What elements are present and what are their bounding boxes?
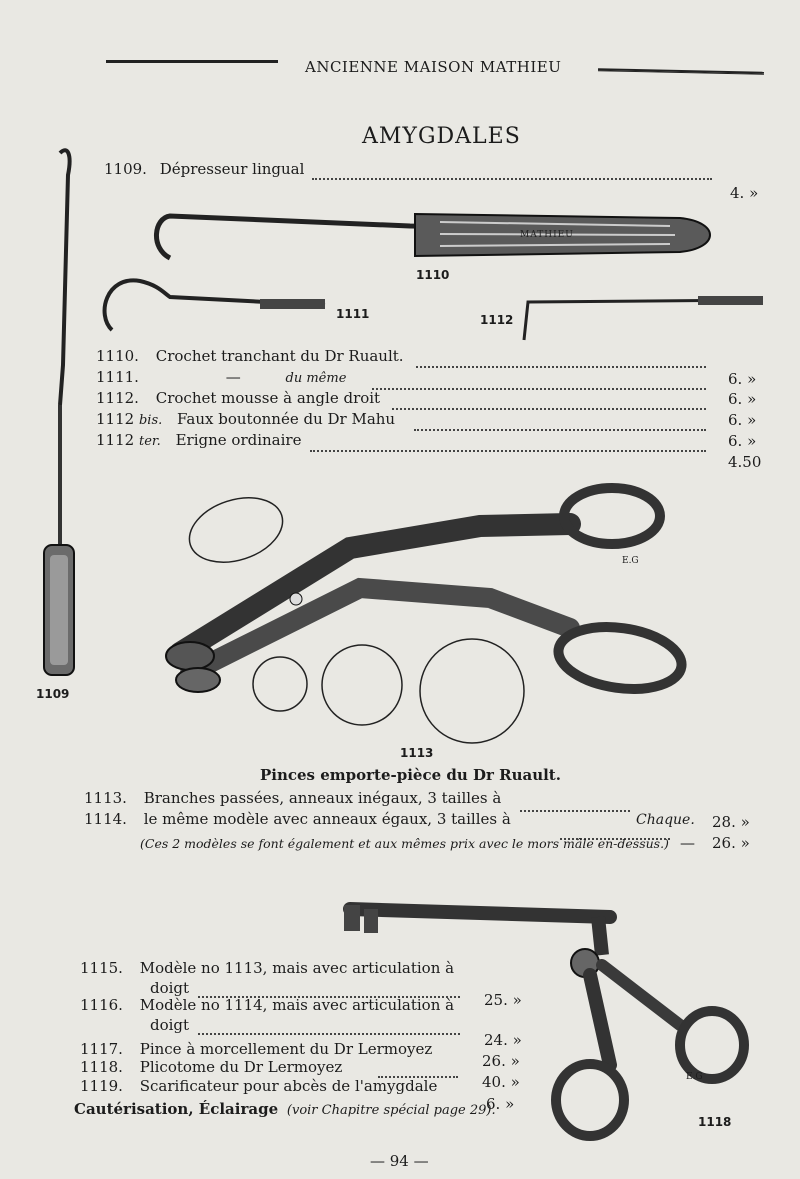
price-1112-ter: 4.50 [728, 453, 762, 471]
price-1113: 28. » [712, 813, 750, 831]
item-label: Erigne ordinaire [175, 431, 302, 449]
item-1112 [96, 389, 380, 407]
leader-dots [312, 178, 712, 180]
cauterisation-line [74, 1100, 496, 1118]
item-1110 [96, 347, 404, 365]
item-label: Crochet mousse à angle droit [155, 389, 381, 407]
price-1114: 26. » [712, 834, 750, 852]
item-number: 1112 [96, 410, 135, 428]
item-label: — [225, 368, 241, 386]
hook-1111-illustration [100, 275, 330, 335]
price-1119: 6. » [486, 1095, 515, 1113]
hook-1112-illustration [518, 292, 768, 342]
brand-engraving: MATHIEU [520, 230, 574, 240]
item-1112-bis [96, 410, 395, 428]
leader-dots [310, 450, 706, 452]
punch-forceps-1113-illustration [150, 478, 710, 748]
section-title: AMYGDALES [362, 124, 521, 149]
leader-dots [392, 408, 706, 410]
item-number: 1115. [80, 959, 123, 977]
item-1116-line2: doigt [150, 1016, 190, 1034]
price-1109: 4. » [730, 184, 759, 202]
item-number: 1114. [84, 810, 127, 828]
pinces-heading: Pinces emporte-pièce du Dr Ruault. [260, 766, 561, 784]
cauterisation-label: Cautérisation, Éclairage [74, 1100, 279, 1118]
item-1118 [80, 1058, 342, 1076]
engraver-mark: E.G [622, 556, 639, 566]
figure-label-1112: 1112 [480, 313, 514, 327]
price-1118: 40. » [482, 1073, 520, 1091]
header-rule-right [598, 68, 764, 74]
item-1113 [84, 789, 501, 807]
item-1114 [84, 810, 511, 828]
pinces-remark: (Ces 2 modèles se font également et aux mêmes prix avec le mors mâle en-dessus.) [140, 836, 669, 851]
figure-label-1118: 1118 [698, 1115, 732, 1129]
item-label: Scarificateur pour abcès de l'amygdale [139, 1077, 438, 1095]
item-number: 1109. [104, 160, 147, 178]
item-number: 1110. [96, 347, 139, 365]
item-label: Plicotome du Dr Lermoyez [139, 1058, 343, 1076]
item-label: Modèle no 1114, mais avec articulation à [139, 996, 455, 1014]
item-number-suffix: ter. [138, 434, 161, 449]
price-note-chaque: Chaque. [636, 812, 695, 828]
engraver-mark: E.G [686, 1072, 703, 1082]
item-number: 1112 [96, 431, 135, 449]
item-label: Pince à morcellement du Dr Lermoyez [139, 1040, 433, 1058]
item-label: le même modèle avec anneaux égaux, 3 tailles à [143, 810, 511, 828]
figure-label-1110: 1110 [416, 268, 450, 282]
depressor-1109-illustration [30, 145, 80, 680]
item-label: Branches passées, anneaux inégaux, 3 tailles à [143, 789, 502, 807]
item-1112-ter [96, 431, 301, 449]
header-rule-left [106, 60, 278, 63]
item-number-suffix: bis. [138, 413, 163, 428]
item-1119 [80, 1077, 437, 1095]
price-1112-bis: 6. » [728, 432, 757, 450]
item-label: Modèle no 1113, mais avec articulation à [139, 959, 455, 977]
figure-label-1109: 1109 [36, 687, 70, 701]
item-number: 1119. [80, 1077, 123, 1095]
price-1111: 6. » [728, 390, 757, 408]
header-title: ANCIENNE MAISON MATHIEU [305, 58, 562, 76]
item-1115-line2: doigt [150, 979, 190, 997]
item-number: 1113. [84, 789, 127, 807]
item-1115 [80, 959, 454, 977]
item-1109 [104, 160, 304, 178]
price-note-dash: — [680, 834, 695, 852]
leader-dots [372, 388, 706, 390]
item-1116 [80, 996, 454, 1014]
price-1110: 6. » [728, 370, 757, 388]
page-number: — 94 — [370, 1152, 429, 1170]
item-number: 1118. [80, 1058, 123, 1076]
price-1116: 24. » [484, 1031, 522, 1049]
leader-dots [414, 429, 706, 431]
figure-label-1113: 1113 [400, 746, 434, 760]
item-label: Dépresseur lingual [159, 160, 305, 178]
leader-dots [520, 810, 630, 812]
cauterisation-note: (voir Chapitre spécial page 29). [286, 1103, 496, 1118]
item-number: 1117. [80, 1040, 123, 1058]
item-number: 1116. [80, 996, 123, 1014]
leader-dots [416, 366, 706, 368]
price-1115: 25. » [484, 991, 522, 1009]
figure-label-1111: 1111 [336, 307, 370, 321]
leader-dots [198, 1033, 460, 1035]
item-label: Faux boutonnée du Dr Mahu [177, 410, 396, 428]
item-number: 1112. [96, 389, 139, 407]
item-label: Crochet tranchant du Dr Ruault. [155, 347, 404, 365]
item-1117 [80, 1040, 432, 1058]
price-1112: 6. » [728, 411, 757, 429]
item-number: 1111. [96, 368, 139, 386]
hook-1110-illustration [150, 208, 720, 268]
price-1117: 26. » [482, 1052, 520, 1070]
item-label-italic: du même [285, 371, 347, 386]
item-1111 [96, 368, 346, 386]
